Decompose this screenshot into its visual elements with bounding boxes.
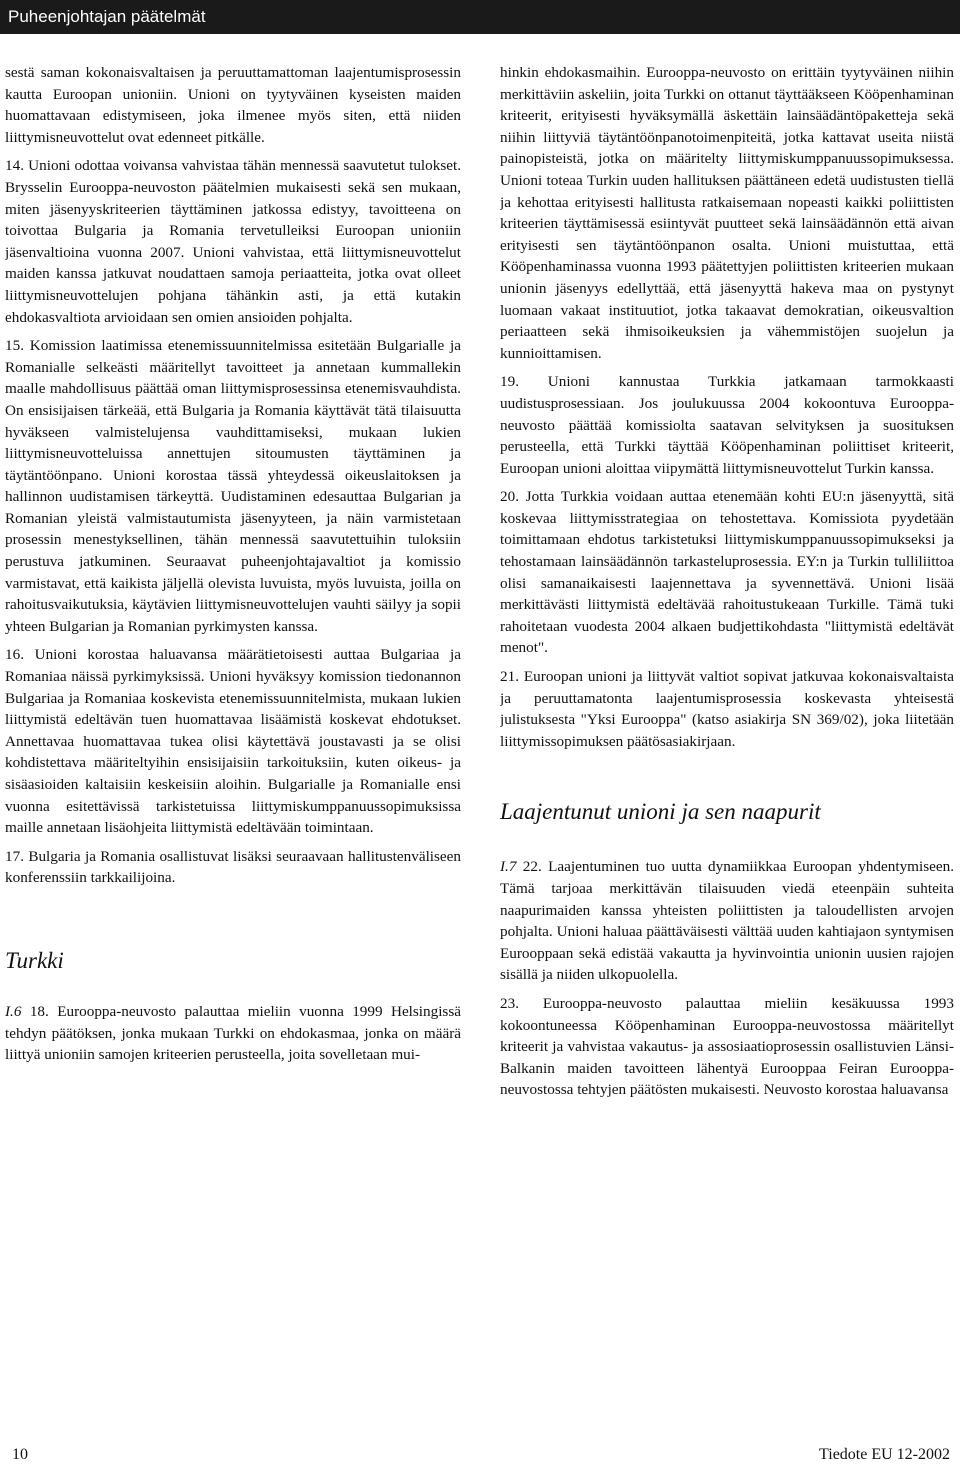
- publication-name: Tiedote EU 12-2002: [819, 1446, 950, 1463]
- paragraph-20: 20. Jotta Turkkia voidaan auttaa etenemään kohti EU:n jäsenyyttä, sitä koskevaa liittymisstrategiaa on tehostettava. Komissiota pyydetään toimittamaan ehdotus tarkistetuksi liittymiskumppanuussopimukseksi ja tehostamaan lainsäädännön tarkasteluprosessia. EY:n ja Turkin tulliliittoa olisi samanaikaisesti laajennettava ja syvennettävä. Unioni lisää merkittävästi liittymistä edeltävää rahoitustukeaan Turkille. Tämä tuki rahoitetaan vuodesta 2004 alkaen budjettikohdasta "liittymistä edeltävät menot".: [500, 488, 954, 657]
- paragraph-18-text: 18. Eurooppa-neuvosto palauttaa mieliin vuonna 1999 Helsingissä tehdyn päätöksen, jonka mukaan Turkki on ehdokasmaa, jonka on määrä liittyä unioniin samojen kriteerien perusteella, joita sovelletaan mui-: [5, 1002, 461, 1064]
- paragraph-reference: I.7: [500, 858, 517, 876]
- right-column: [500, 62, 954, 1432]
- paragraph-reference: I.6: [5, 1002, 22, 1020]
- paragraph-19: 19. Unioni kannustaa Turkkia jatkamaan tarmokkaasti uudistusprosessiaan. Jos joulukuussa 2004 kokoontuva Eurooppa-neuvosto päättää komissiolta saatavan selvityksen ja suosituksen perusteella, että Turkki täyttää Kööpenhaminan poliittiset kriteerit, Euroopan unioni aloittaa viipymättä liittymisneuvottelut Turkin kanssa.: [500, 373, 954, 477]
- page-number: 10: [12, 1446, 28, 1463]
- paragraph-21: 21. Euroopan unioni ja liittyvät valtiot sopivat jatkuvaa kokonaisvaltaista ja peruuttamatonta laajentumisprosessia koskevasta yhteisestä julistuksesta "Yksi Eurooppa" (katso asiakirja SN 369/02), joka liitetään liittymissopimuksen päätösasiakirjaan.: [500, 668, 954, 750]
- left-column: [5, 62, 461, 1432]
- section-heading-laajentunut-unioni: Laajentunut unioni ja sen naapurit: [500, 799, 821, 825]
- paragraph-17: 17. Bulgaria ja Romania osallistuvat lisäksi seuraavaan hallitustenväliseen konferenssiin tarkkailijoina.: [5, 847, 461, 887]
- paragraph-18-continuation: hinkin ehdokasmaihin. Eurooppa-neuvosto on erittäin tyytyväinen niihin merkittäviin askeliin, joita Turkki on ottanut täyttääkseen Kööpenhaminan kriteerit, erityisesti hyväksymällä äskettäin lainsäädäntöpaketteja sekä niihin liittyviä täytäntöönpanotoimenpiteitä, jotka kattavat useita niistä painopisteistä, jotka on määritelty liittymiskumppanuussopimuksessa. Unioni toteaa Turkin uuden hallituksen päättäneen edetä uudistusten tiellä ja kehottaa erityisesti hallitusta ratkaisemaan nopeasti kaikki poliittisten kriteerien täyttämisessä esiintyvät puutteet sekä lainsäädännön että aivan erityisesti sen täytäntöönpanon osalta. Unioni muistuttaa, että Kööpenhaminassa vuonna 1993 päätettyjen poliittisten kriteerien mukaan unionin jäsenyys edellyttää, että jäsenyyttä hakeva maa on pystynyt luomaan vakaat instituutiot, jotka takaavat demokratian, oikeusvaltion periaatteen sekä ihmisoikeuksien ja vähemmistöjen suojelun ja kunnioittamisen.: [500, 64, 954, 362]
- paragraph-14: 14. Unioni odottaa voivansa vahvistaa tähän mennessä saavutetut tulokset. Brysselin Eurooppa-neuvoston päätelmien mukaisesti sekä sen mukaan, miten jäsenyyskriteerien täyttäminen jatkossa edistyy, tavoitteena on toivottaa Bulgaria ja Romania tervetulleiksi Euroopan unioniin jäsenvaltioina vuonna 2007. Unioni vahvistaa, että liittymisneuvottelut maiden kanssa jatkuvat noudattaen samoja periaatteita, jotka ovat olleet liittymisneuvottelujen pohjana tähänkin asti, ja että kutakin ehdokasvaltiota arvioidaan sen omien ansioiden pohjalta.: [5, 157, 461, 326]
- section-heading-turkki: Turkki: [5, 947, 64, 973]
- header-title: Puheenjohtajan päätelmät: [8, 7, 206, 26]
- paragraph-22-text: 22. Laajentuminen tuo uutta dynamiikkaa Euroopan yhdentymiseen. Tämä tarjoaa merkittävän tilaisuuden viedä eteenpäin suhteita naapurimaiden kanssa yhteisten poliittisten ja taloudellisten arvojen pohjalta. Unioni haluaa päättäväisesti välttää uuden kahtiajaon syntymisen Eurooppaan sekä edistää vakautta ja hyvinvointia unionin uusien rajojen sisällä ja niiden ulkopuolella.: [500, 858, 954, 984]
- paragraph-15: 15. Komission laatimissa etenemissuunnitelmissa esitetään Bulgarialle ja Romanialle selkeästi määritellyt tavoitteet ja annetaan kummallekin maalle mahdollisuus päättää oman liittymisprosessinsa etenemisvauhdista. On ensisijaisen tärkeää, että Bulgaria ja Romania käyttävät tätä tilaisuutta hyväkseen valmistelujensa vauhdittamiseksi, mukaan lukien liittymisneuvotteluissa annettujen sitoumusten täyttäminen ja täytäntöönpano. Unioni korostaa tässä yhteydessä oikeuslaitoksen ja hallinnon uudistamisen tärkeyttä. Uudistaminen edesauttaa Bulgarian ja Romanian yleistä valmistautumista jäsenyyteen, ja näin varmistetaan prosessin menestyksellinen, tähän mennessä saavutettuihin tuloksiin perustuva jatkuminen. Seuraavat puheenjohtajavaltiot ja komissio varmistavat, että kaikista jäljellä olevista luvuista, myös luvuista, joilla on rahoitusvaikutuksia, käytävien liittymisneuvottelujen vauhti säilyy ja sopii yhteen Bulgarian ja Romanian pyrkimysten kanssa.: [5, 337, 461, 635]
- paragraph-16: 16. Unioni korostaa haluavansa määrätietoisesti auttaa Bulgariaa ja Romaniaa näissä pyrkimyksissä. Unioni hyväksyy komission tiedonannon Bulgariaa ja Romaniaa koskevista etenemissuunnitelmista, mukaan lukien liittymistä edeltävän tuen huomattavaa lisäämistä koskevat ehdotukset. Annettavaa huomattavaa tukea olisi käytettävä joustavasti ja se olisi kohdistettava määriteltyihin ensisijaisiin tarkoituksiin, kuten oikeus- ja sisäasioiden kaltaisiin keskeisiin aloihin. Bulgarialle ja Romanialle ensi vuonna esitettävissä tarkistetuissa liittymiskumppanuussopimuksissa maille annetaan lisäohjeita liittymistä edeltävään toimintaan.: [5, 646, 461, 837]
- running-header: [0, 0, 960, 34]
- paragraph-23: 23. Eurooppa-neuvosto palauttaa mieliin kesäkuussa 1993 kokoontuneessa Kööpenhaminan Eurooppa-neuvostossa määritellyt kriteerit ja vahvistaa vakautus- ja assosiaatioprosessin osallistuvien Länsi-Balkanin maiden tavoitteen lähentyä Eurooppaa Feiran Eurooppa-neuvostossa tehtyjen päätösten mukaisesti. Neuvosto korostaa haluavansa: [500, 994, 954, 1099]
- paragraph-22: [500, 856, 954, 986]
- paragraph-continuation: sestä saman kokonaisvaltaisen ja peruuttamattoman laajentumisprosessin kautta Euroopan unioniin. Unioni on tyytyväinen kyseisten maiden huomattavaan edistymiseen, joka ilmenee myös siten, että niiden liittymisneuvottelut ovat edenneet pitkälle.: [5, 64, 461, 146]
- paragraph-18: [5, 1001, 461, 1066]
